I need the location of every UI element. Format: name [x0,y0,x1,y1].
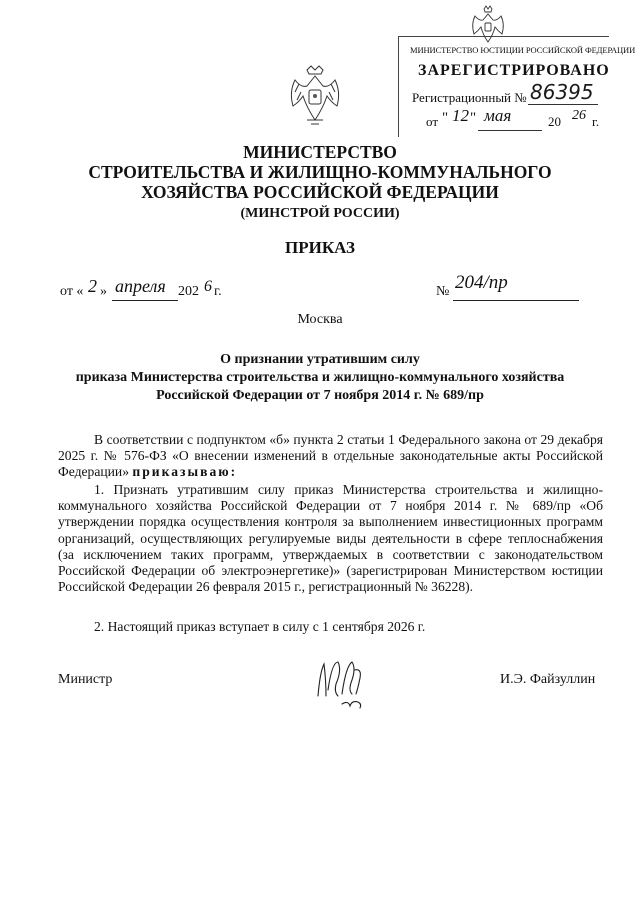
stamp-date-underline [478,130,542,131]
ministry-name-line-2: СТРОИТЕЛЬСТВА И ЖИЛИЩНО-КОММУНАЛЬНОГО [88,162,552,182]
order-date-year-g: г. [214,284,222,299]
stamp-date-month: мая [484,106,512,125]
stamp-registered-label: ЗАРЕГИСТРИРОВАНО [418,62,610,79]
ministry-name-line-1: МИНИСТЕРСТВО [243,142,397,162]
stamp-date-year-g: г. [592,114,600,129]
body-paragraph-3: 2. Настоящий приказ вступает в силу с 1 сентября 2026 г. [94,619,426,634]
signer-name: И.Э. Файзуллин [500,672,596,687]
stamp-date-prefix: от [426,114,439,129]
coat-of-arms-emblem [285,62,345,128]
stamp-date-quote-open: " [442,110,449,126]
ministry-short-name: (МИНСТРОЙ РОССИИ) [240,206,400,221]
order-title-line-1: О признании утратившим силу [220,352,420,367]
body-paragraph-1-text: В соответствии с подпунктом «б» пункта 2 статьи 1 Федерального закона от 29 декабря 2025 г. № 576-ФЗ «О внесении изменений в отдельные законодательные акты Российской Федерации» [58,432,603,480]
stamp-emblem-icon [468,4,508,44]
stamp-regnum-underline [528,104,598,105]
document-type-heading: ПРИКАЗ [285,238,355,257]
order-number-underline [453,300,579,301]
order-date-underline [112,300,178,301]
order-number-value: 204/пр [455,272,508,293]
body-paragraph-1 [58,432,603,481]
order-title-line-2: приказа Министерства строительства и жилищно-коммунального хозяйства [75,370,565,385]
stamp-date-year-prefix: 20 [548,114,561,129]
order-number-label: № [436,284,450,299]
stamp-date-quote-close: " [470,110,477,126]
stamp-ministry-name: МИНИСТЕРСТВО ЮСТИЦИИ РОССИЙСКОЙ ФЕДЕРАЦИИ [410,45,636,55]
order-date-prefix: от « [60,284,84,299]
order-title-line-3: Российской Федерации от 7 ноября 2014 г. № 689/пр [156,388,484,403]
stamp-regnum-label: Регистрационный № [412,90,527,105]
stamp-regnum-value: 86395 [530,80,594,104]
order-date-year-hand: 6 [204,278,212,295]
handwritten-signature [312,656,376,712]
stamp-date-year-suffix: 26 [572,108,586,123]
order-date-quote-close: » [100,284,107,299]
order-date-year-prefix: 202 [178,284,199,299]
body-order-word: приказываю: [132,464,238,480]
order-city: Москва [297,312,343,327]
stamp-date-day: 12 [452,106,469,125]
body-paragraph-2: 1. Признать утратившим силу приказ Министерства строительства и жилищно-коммунального хозяйства Российской Федерации от 7 ноября 2014 г. № 689/пр «Об утверждении порядка осуществления контроля за выполнением инвестиционных программ организаций, осуществляющих регулируемые виды деятельности в сфере теплоснабжения (за исключением таких программ, утверждаемых в соответствии с законодательством Российской Федерации об электроэнергетике)» (зарегистрирован Министерством юстиции Российской Федерации 26 февраля 2015 г., регистрационный № 36228). [58,482,603,595]
signer-title: Министр [58,672,113,687]
ministry-name-line-3: ХОЗЯЙСТВА РОССИЙСКОЙ ФЕДЕРАЦИИ [141,182,499,202]
order-date-month: апреля [115,276,166,296]
order-date-day: 2 [88,276,97,296]
